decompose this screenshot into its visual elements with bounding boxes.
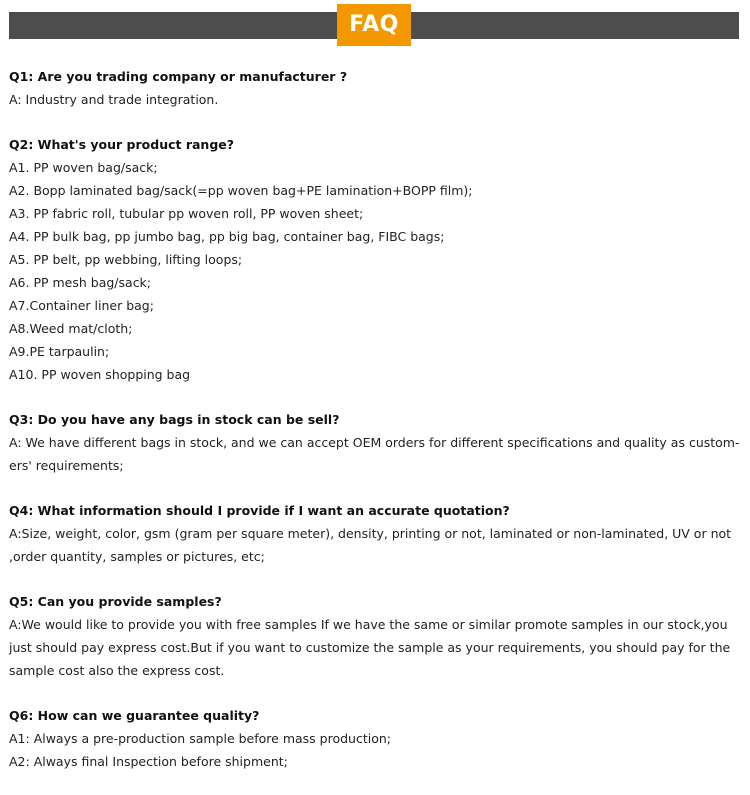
faq-question: Q1: Are you trading company or manufacturer ? <box>9 69 348 84</box>
answer-line: A1: Always a pre-production sample before mass production; <box>9 731 391 746</box>
faq-answer <box>9 613 735 682</box>
answer-line: ers' requirements; <box>9 458 124 473</box>
faq-item-1 <box>9 65 735 111</box>
answer-line: just should pay express cost.But if you want to customize the sample as your requirements, you should pay for the <box>9 640 731 655</box>
faq-title: FAQ <box>337 4 411 46</box>
answer-line: A:We would like to provide you with free samples If we have the same or similar promote samples in our stock,you <box>9 617 728 632</box>
answer-line: A2. Bopp laminated bag/sack(=pp woven bag+PE lamination+BOPP film); <box>9 183 473 198</box>
faq-answer <box>9 156 735 386</box>
faq-question: Q2: What's your product range? <box>9 137 234 152</box>
answer-line: A5. PP belt, pp webbing, lifting loops; <box>9 252 243 267</box>
answer-line: A: We have different bags in stock, and we can accept OEM orders for different specifications and quality as custom- <box>9 435 740 450</box>
faq-question: Q5: Can you provide samples? <box>9 594 222 609</box>
answer-line: A1. PP woven bag/sack; <box>9 160 158 175</box>
faq-list <box>9 65 740 795</box>
faq-question: Q6: How can we guarantee quality? <box>9 708 260 723</box>
faq-item-6 <box>9 704 735 773</box>
answer-line: A7.Container liner bag; <box>9 298 154 313</box>
answer-line: A3. PP fabric roll, tubular pp woven roll, PP woven sheet; <box>9 206 364 221</box>
faq-item-3 <box>9 408 740 477</box>
faq-question: Q3: Do you have any bags in stock can be sell? <box>9 412 340 427</box>
answer-line: ,order quantity, samples or pictures, etc; <box>9 549 265 564</box>
answer-line: sample cost also the express cost. <box>9 663 225 678</box>
answer-line: A4. PP bulk bag, pp jumbo bag, pp big bag, container bag, FIBC bags; <box>9 229 445 244</box>
answer-line: A10. PP woven shopping bag <box>9 367 191 382</box>
faq-item-5 <box>9 590 735 682</box>
faq-answer <box>9 522 735 568</box>
answer-line: A6. PP mesh bag/sack; <box>9 275 152 290</box>
faq-answer <box>9 431 740 477</box>
faq-question: Q4: What information should I provide if I want an accurate quotation? <box>9 503 510 518</box>
faq-answer <box>9 88 735 111</box>
faq-answer <box>9 727 735 773</box>
answer-line: A:Size, weight, color, gsm (gram per square meter), density, printing or not, laminated or non-laminated, UV or not <box>9 526 732 541</box>
faq-item-2 <box>9 133 735 386</box>
answer-line: A9.PE tarpaulin; <box>9 344 110 359</box>
answer-line: A2: Always final Inspection before shipment; <box>9 754 288 769</box>
answer-line: A8.Weed mat/cloth; <box>9 321 133 336</box>
answer-line: A: Industry and trade integration. <box>9 92 219 107</box>
faq-item-4 <box>9 499 735 568</box>
